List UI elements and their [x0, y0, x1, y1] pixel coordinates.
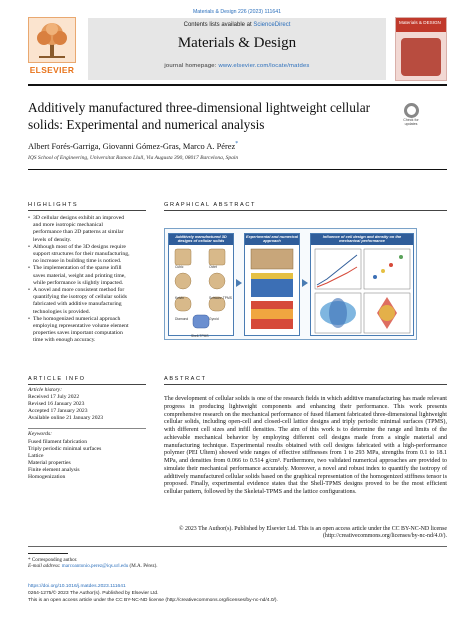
- highlight-item: • The implementation of the sparse infill saves material, weight and printing time, while performance is slightly impacted.: [28, 265, 130, 287]
- ga-design-caption: Octet: [209, 265, 217, 269]
- keyword: Material properties: [28, 459, 71, 466]
- article-title: Additively manufactured three-dimensional lightweight cellular solids: Experimental and numerical analysis: [28, 100, 371, 132]
- badge-label: Check for updates: [403, 118, 419, 126]
- highlights-rule: [28, 210, 146, 211]
- article-info-rule: [28, 384, 146, 385]
- body-end-rule: [28, 546, 447, 547]
- graphical-abstract-rule: [164, 210, 447, 211]
- keyword: Fused filament fabrication: [28, 438, 88, 445]
- history-label: Article history:: [28, 387, 63, 393]
- journal-homepage: [88, 63, 386, 69]
- keywords-label: Keywords:: [28, 431, 53, 438]
- ga-panel-influence: [310, 233, 414, 336]
- journal-cover[interactable]: [395, 17, 447, 81]
- contents-line: [88, 22, 386, 28]
- ga-panel-designs: [168, 233, 234, 336]
- history-item: Available online 21 January 2023: [28, 415, 104, 422]
- ga-design-caption: Cubic: [175, 265, 184, 269]
- history-item: Accepted 17 January 2023: [28, 408, 88, 415]
- homepage-prefix: journal homepage:: [164, 63, 219, 69]
- article-info-block: [28, 387, 148, 481]
- cover-title: Materials & DESIGN: [396, 18, 446, 32]
- check-for-updates-badge[interactable]: [401, 103, 421, 125]
- keyword: Finite element analysis: [28, 466, 80, 473]
- abstract-rule: [164, 384, 447, 385]
- highlights-list: [28, 215, 130, 345]
- abstract-heading: ABSTRACT: [164, 376, 207, 382]
- approach-image: [245, 245, 299, 335]
- header-rule: [28, 84, 447, 86]
- keyword: Homogenization: [28, 474, 66, 481]
- elsevier-logo: [28, 17, 76, 75]
- journal-reference[interactable]: Materials & Design 226 (2023) 111641: [192, 9, 282, 15]
- ga-design-caption: Diamond: [175, 317, 189, 321]
- journal-title: Materials & Design: [177, 35, 297, 51]
- cover-image: [401, 38, 441, 76]
- email-line: [28, 563, 158, 569]
- highlight-item: • Although most of the 3D designs require support structures for their manufacturing, no increase in building time is noticed.: [28, 244, 130, 266]
- ga-panel-influence-title: Influence of cell design and density on the mechanical performance: [311, 234, 413, 245]
- footnote-rule: [28, 553, 68, 554]
- highlight-item: • The homogenized numerical approach employing representative volume element properties saves important computation time with enough accuracy.: [28, 316, 130, 345]
- ga-panel-approach: [244, 233, 300, 336]
- keyword: Triply periodic minimal surfaces: [28, 445, 102, 452]
- homepage-link[interactable]: www.elsevier.com/locate/matdes: [218, 63, 310, 69]
- keyword: Lattice: [28, 452, 44, 459]
- ga-design-caption: Shell-TPMS: [191, 334, 209, 338]
- title-rule: [28, 169, 447, 170]
- history-item: Revised 16 January 2023: [28, 401, 85, 408]
- license-line[interactable]: This is an open access article under the CC BY-NC-ND license (http://creativecommons.org/licenses/by-nc-nd/4.0/).: [28, 597, 278, 603]
- corresponding-author-mark[interactable]: *: [235, 141, 239, 147]
- history-item: Received 17 July 2022: [28, 394, 80, 401]
- sciencedirect-link[interactable]: ScienceDirect: [253, 22, 291, 28]
- graphical-abstract-figure[interactable]: [164, 228, 417, 340]
- article-info-heading: ARTICLE INFO: [28, 376, 86, 382]
- ga-arrow: [236, 279, 242, 287]
- corresponding-label: * Corresponding author.: [28, 557, 78, 563]
- highlight-item: • 3D cellular designs exhibit an improved and more isotropic mechanical performance than 2D patterns at similar levels of density.: [28, 215, 130, 244]
- email-link[interactable]: marcoantonio.perez@iqs.url.edu: [61, 563, 129, 570]
- article-footer: [28, 584, 278, 605]
- highlight-item: • A novel and more consistent method for quantifying the isotropy of cellular solids fabricated with additive manufacturing technologies is provided.: [28, 287, 130, 316]
- ga-design-caption: Kelvin: [175, 296, 184, 300]
- affiliation: IQS School of Engineering, Universitat Ramon Llull, Via Augusta 390, 08017 Barcelona, Spain: [28, 155, 239, 161]
- contents-prefix: Contents lists available at: [183, 22, 254, 28]
- journal-masthead: [88, 18, 386, 80]
- highlights-heading: HIGHLIGHTS: [28, 202, 79, 208]
- corresponding-footnote: [28, 557, 158, 570]
- ga-arrow: [302, 279, 308, 287]
- abstract-text: The development of cellular solids is one of the research fields in which additive manufacturing has made relevant progress in producing lightweight components and enhancing their performance. This work presents comprehensive research on the mechanical performance of fused filament fabricated three-dimensional lightweight cellular solids, including open-cell and closed-cell lattice designs and triply periodic minimal surfaces (TPMS), with different cell sizes and infill densities. The aim of this work is to determine the range and limits of the achievable mechanical behavior by employing different cell designs made from a single material and manufacturing technique. Experimental results obtained with cell designs fabricated with a high-performance polymer (PEI Ultem) showed wide ranges of effective stiffnesses from 1 to 293 MPa, strengths from 0.1 to 18.1 MPa, and densities from 0.066 to 0.514 g/cm³. Furthermore, two validated numerical approaches are provided to simulate their mechanical performance accurately. Moreover, a novel and robust index to quantify the isotropy of additively manufactured cellular solids based on the graphical representation of the homogenized stiffness tensor is proposed. Finally, experimental evidence states that the Shell-TPMS designs proved to be the most efficient cellular pattern, followed by the Skeletal-TPMS and the lattice configurations.: [164, 396, 447, 495]
- graphical-abstract-heading: GRAPHICAL ABSTRACT: [164, 202, 257, 208]
- author-list: [28, 141, 238, 151]
- publisher-name: ELSEVIER: [29, 65, 75, 75]
- influence-charts-image: [311, 245, 413, 337]
- update-check-icon: [404, 103, 419, 118]
- issn-line: 0264-1275/© 2023 The Author(s). Published by Elsevier Ltd.: [28, 590, 159, 596]
- ga-design-caption: Gyroid: [209, 317, 219, 321]
- email-suffix: (M.A. Pérez).: [128, 563, 158, 570]
- elsevier-tree-icon: [28, 17, 76, 63]
- email-prefix: E-mail address:: [28, 563, 62, 570]
- ga-design-caption: Schwarz-TPMS: [209, 296, 232, 300]
- doi-link[interactable]: https://doi.org/10.1016/j.matdes.2023.111641: [28, 584, 126, 589]
- keywords-rule: [28, 422, 146, 429]
- ga-panel-designs-title: Additively manufactured 3D designs of cellular solids: [169, 234, 233, 245]
- ga-panel-approach-title: Experimental and numerical approach: [246, 234, 298, 244]
- copyright-line: © 2023 The Author(s). Published by Elsevier Ltd. This is an open access article under the CC BY-NC-ND license (http://creativecommons.org/licenses/by-nc-nd/4.0/).: [179, 526, 447, 540]
- authors-text: Albert Forés-Garriga, Giovanni Gómez-Gras, Marco A. Pérez: [28, 141, 236, 151]
